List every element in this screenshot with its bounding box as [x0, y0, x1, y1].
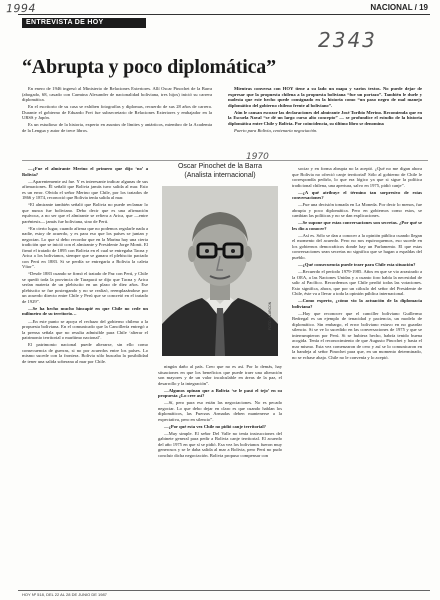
- intro-left-column: [22, 86, 212, 135]
- interview-answer: El patrimonio nacional puede alterarse, sin ello como consecuencia de guerras, si no por acuerdos entre los países. Lo mismo sucede con la frontera. Bolivia sólo buscaba la posibilidad de tener una salida soberana al mar por Chile.: [22, 342, 148, 364]
- footer-issue-info: HOY Nº 518, DEL 22 AL 28 DE JUNIO DE 1987: [22, 592, 107, 597]
- interview-answer: —Hay que reconocer que el canciller boliviano Guillermo Bedregal es un ejemplo de tenacidad y paciencia, un modelo de diplomático. Sin embargo, el error boliviano estuvo en no guardar silencio. Si se ve lo sucedido en las conversaciones de 1975 y que se interrumpieron por Perú. Si se hubiera hecho, habría tenido buena acogida. Tenía el reconocimiento de que Augusto Pinochet y hasta el mar mismo. Esta vez comenzaron de cero y así se lo comunicaron en la bandeja al señor Pinochet para que, en un momento determinado, no se echase abajo. Chile no le convenía y lo aceptó.: [292, 310, 422, 360]
- intro-paragraph: Aún le causan escozor las declaraciones del almirante José Toribio Merino. Recomienda que en la Escuela Naval “se dé un largo curso alto concepto” — se profundice el estudio de la historia diplomática entre Chile y Bolivia. Por coincidencia, su último libro se denomina: [228, 109, 422, 126]
- headline: “Abrupta y poco diplomática”: [22, 56, 276, 78]
- body-column-1: [22, 166, 148, 366]
- interview-question: —Se supone que estas conversaciones son secretas. ¿Por qué se les dio a conocer?: [292, 220, 422, 231]
- interview-answer: —Muy simple. El señor Del Valle no tenía instrucciones del gabinete general para pedir a Bolivia canje territorial. El acuerdo del año 1975 en que sí se pidió. Esa vez los bolivianos fueron muy generosos y se le daba salida al mar a Bolivia, pero Perú no pudo concluir dicha negociación. Bolivia propuso compensar con: [158, 430, 282, 458]
- handwritten-year: 1970: [246, 152, 269, 162]
- interview-answer: —Fue una decisión tomada en La Moneda. Por decir lo menos, fue abrupta y poco diplomática. Pero en gobiernos como estos, se cambian las políticas y no se dan explicaciones.: [292, 202, 422, 219]
- interview-answer: —En este punto se apoya el rechazo del gobierno chileno a la propuesta boliviana. En el comunicado que la Cancillería entregó a la prensa señala que no resulta admisible para Chile ‘alterar el patrimonio territorial o marítimo nacional’.: [22, 318, 148, 341]
- interview-question: —¿Qué consecuencia puede traer para Chile esta situación?: [298, 261, 416, 267]
- interview-question: —Se ha hecho mucho hincapié en que Chile no cede un milímetro de su territorio…: [22, 305, 148, 317]
- section-kicker: ENTREVISTA DE HOY: [22, 18, 146, 28]
- footer-rule: [18, 590, 430, 591]
- interview-question: —¿Por qué esta vez Chile no pidió canje territorial?: [164, 423, 266, 429]
- interview-answer: ningún daño al país. Creo que no es así. Por lo demás, hay situaciones en que los beneficios que puede traer una alteración son mayores y de un valor incalculable en áreas de la paz, el desarrollo y la integración”.: [158, 364, 282, 386]
- handwritten-number: 2343: [318, 28, 377, 52]
- intro-paragraph: Mientras conversa con HOY tiene a su lado un mapa y varios textos. No puede dejar de expresar que la propuesta chilena a la propuesta boliviana “fue un portazo”. También le duele y molesta que este hecho quede consignado en la historia como “un paso negro de mal manejo diplomático del gobierno chileno frente al boliviano”.: [228, 86, 422, 108]
- interview-answer: —Recuerdo el período 1979-1985. Años en que se vio arrastrado a la OEA, a las Naciones Unidas y a cuanto foro había la necesidad de salir al Pacífico. Recordemos que Chile perdió todas las votaciones. Esto significa, ahora, que por un cálculo del señor del Presidente de Chile, éste va a llevar a toda la opinión pública internacional.: [292, 269, 422, 297]
- interview-answer: sociar y en forma abrupta no la aceptó. ¿Qué no me digan ahora que Bolivia no ofreció canje territorial! Sólo al gobierno de Chile le correspondía pedirlo, lo que era lógico ya que si sigue la política tradicional chilena, una apertura, salvo en 1975, pidió canje”.: [292, 166, 422, 188]
- top-rule: [18, 14, 430, 15]
- caption-name: Oscar Pinochet de la Barra: [177, 163, 263, 170]
- portrait-illustration: [162, 186, 278, 356]
- portrait-photo: [162, 186, 278, 356]
- divider: [22, 160, 428, 161]
- photo-credit: FOTO: ALARCON: [268, 301, 272, 330]
- intro-paragraph: En enero de 1946 ingresó al Ministerio de Relaciones Exteriores. Allí Oscar Pinochet de la Barra (abogado, 68, casado con Carmina Alexander de nacionalidad boliviana, tres hijos) inició su carrera diplomática.: [22, 86, 212, 102]
- interview-answer: —Así es. Sólo se dan a conocer a la opinión pública cuando llegan el momento del acuerdo. Pero no nos equivoquemos, eso sucede en los gobiernos democráticos donde hay un Parlamento. El que estas conversaciones sean secretas no significa que se hagan a espaldas del pueblo.: [292, 232, 422, 260]
- intro-paragraph: En el escritorio de su casa se exhiben fotografías y diplomas, recuerdo de sus 28 años de carrera. Durante el gobierno de Eduardo Frei fue subsecretario de Relaciones Exteriores y embajador en la URSS y Japón.: [22, 104, 212, 121]
- interview-answer: “Desde 1883 cuando se firmó el tratado de Paz con Perú, y Chile se quedó toda la provincia de Tarapacá se dijo que Tacna y Arica serían materia de un plebiscito en un plazo de diez años. Ese plebiscito se fue postergando y no se realizó, reemplazándose por un acuerdo directo entre Chile y Perú que se concretó en el tratado de 1929”.: [22, 271, 148, 304]
- section-label: NACIONAL / 19: [366, 3, 428, 12]
- intro-right-column: [228, 86, 422, 135]
- interview-answer: —Sí, pero para eso están las negociaciones. No es pecado negociar. Lo que debo dejar en claro es que cuando hablan los diplomáticos, las Fuerzas Armadas deben mantenerse a la expectativa, pero en silencio”.: [158, 400, 282, 422]
- caption-role: (Analista internacional): [184, 172, 256, 179]
- interview-question: —Algunos opinan que a Bolivia ‘se le pasó el tejo’ en su propuesta ¿Lo cree así?: [158, 387, 282, 399]
- interview-answer: —Aparentemente así fue. Y es interesante indicar algunas de sus afirmaciones. Él señaló que Bolivia jamás tuvo salida al mar. Esto es un error. Olvida el señor Merino que Chile, por los tratados de 1866 y 1874, reconoció que Bolivia tenía salida al mar.: [22, 178, 148, 201]
- body-column-2: [158, 364, 282, 460]
- interview-answer: “En cierto lugar, cuando afirma que no podemos regalarle nada a nadie, estoy de acuerdo, y es para eso que los países se juntan y negocian. Lo que sí debo recordar que en la Marina hay una cierta tradición que se inició con el almirante y Presidente Jorge Montt. El firmó el tratado de 1895 con Bolivia en el cual se entregaba Tacna y Arica a los bolivianos, siempre que se ganara el plebiscito pactado con Perú en 1883. Si se perdía se entregaría a Bolivia la caleta Vítor”.: [22, 225, 148, 270]
- interview-question: —¿A qué atribuye el término tan sorpresivo de estas conversaciones?: [292, 189, 422, 201]
- interview-question: —Como experto, ¿cómo vio la actuación de la diplomacia boliviana?: [292, 298, 422, 309]
- intro-paragraph: Es un estudioso de la historia, experto en asuntos de límites y antárticos, miembro de la Academia de la Lengua y autor de trece libros.: [22, 122, 212, 133]
- interview-answer: “El almirante también señaló que Bolivia no puede reclamar lo que nunca fue boliviano. Debo decir que es una afirmación equívoca, a no ser que el almirante se refiera a Arica, que —entre paréntesis— jamás fue boliviana, sino de Perú.: [22, 202, 148, 224]
- interview-question: —¿Fue el almirante Merino el primero que dijo ‘no’ a Bolivia?: [22, 166, 148, 177]
- body-column-3: [292, 166, 422, 362]
- handwritten-date: 1994: [5, 1, 37, 16]
- book-title: Puerto para Bolivia, centenaria negociación.: [234, 127, 318, 133]
- photo-caption: [158, 162, 282, 180]
